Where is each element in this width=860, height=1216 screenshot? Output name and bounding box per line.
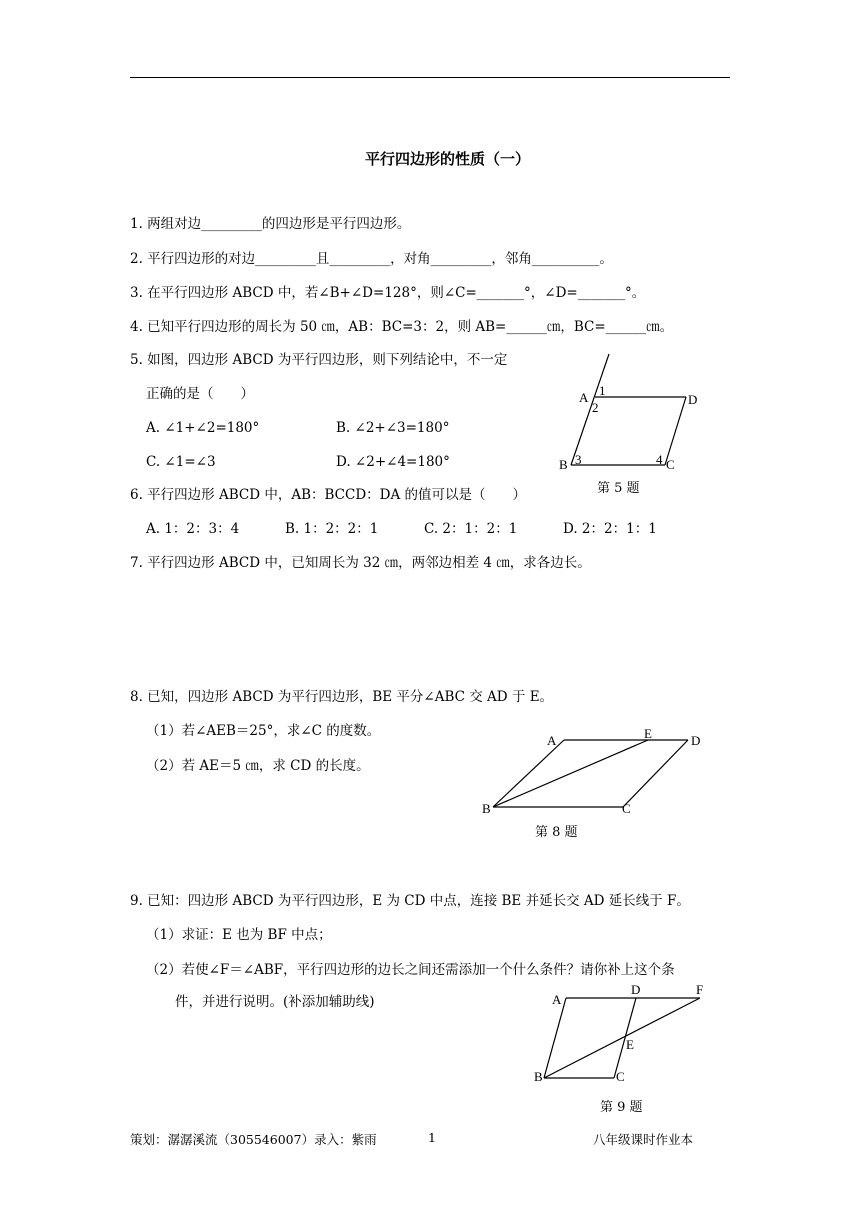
transversal-line: [571, 354, 609, 465]
question-9-part-2-cont: 件，并进行说明。(补添加辅助线): [175, 994, 375, 1010]
footer-page-number: 1: [428, 1130, 436, 1145]
footer-book-title: 八年级课时作业本: [593, 1132, 694, 1147]
figure-q5: [555, 350, 715, 475]
label-d: D: [631, 982, 641, 997]
label-3: 3: [575, 452, 582, 467]
question-8-part-2: （2）若 AE＝5 ㎝，求 CD 的长度。: [146, 758, 370, 774]
question-9-stem: 9. 已知：四边形 ABCD 为平行四边形，E 为 CD 中点，连接 BE 并延长交 AD 延长线于 F。: [130, 893, 690, 909]
question-6-option-d: D. 2：2：1：1: [563, 521, 657, 537]
question-4: 4. 已知平行四边形的周长为 50 ㎝，AB：BC=3：2，则 AB=______㎝，BC=______㎝。: [130, 319, 674, 335]
label-b: B: [482, 801, 491, 816]
label-e: E: [626, 1037, 634, 1052]
footer-credits: 策划：潺潺溪流（305546007）录入：紫雨: [130, 1132, 377, 1147]
label-b: B: [534, 1069, 543, 1084]
question-8-stem: 8. 已知，四边形 ABCD 为平行四边形，BE 平分∠ABC 交 AD 于 E。: [130, 689, 554, 705]
label-e: E: [644, 726, 652, 741]
label-1: 1: [599, 383, 606, 398]
question-5-option-d: D. ∠2+∠4=180°: [336, 454, 450, 470]
question-9-part-1: （1）求证：E 也为 BF 中点；: [146, 927, 332, 943]
header-rule: [130, 77, 730, 78]
side-ab: [544, 998, 566, 1078]
label-d: D: [688, 392, 698, 407]
side-cd: [623, 740, 688, 807]
label-c: C: [622, 801, 631, 816]
question-7: 7. 平行四边形 ABCD 中，已知周长为 32 ㎝，两邻边相差 4 ㎝，求各边长。: [130, 555, 591, 571]
segment-bf: [544, 998, 700, 1078]
page-title: 平行四边形的性质（一）: [365, 150, 531, 168]
label-a: A: [547, 733, 557, 748]
question-5-stem: 5. 如图，四边形 ABCD 为平行四边形，则下列结论中，不一定: [130, 352, 508, 368]
figure-q8: [478, 725, 713, 820]
figure-q9: [528, 980, 718, 1085]
figure-q9-caption: 第 9 题: [600, 1100, 643, 1115]
question-8-part-1: （1）若∠AEB＝25°，求∠C 的度数。: [146, 723, 381, 739]
label-b: B: [559, 457, 568, 472]
label-a: A: [552, 992, 562, 1007]
label-d: D: [691, 733, 701, 748]
question-6-stem: 6. 平行四边形 ABCD 中，AB：BCCD：DA 的值可以是（ ）: [130, 487, 527, 503]
label-a: A: [579, 390, 589, 405]
segment-be: [493, 740, 648, 807]
question-2: 2. 平行四边形的对边_________且_________，对角_________，邻角__________。: [130, 251, 613, 267]
question-5-option-c: C. ∠1=∠3: [146, 454, 216, 470]
label-f: F: [696, 982, 704, 997]
question-1: 1. 两组对边_________的四边形是平行四边形。: [130, 216, 411, 232]
side-ab: [493, 740, 564, 807]
question-5-option-b: B. ∠2+∠3=180°: [336, 420, 450, 436]
label-c: C: [666, 457, 675, 472]
question-6-option-c: C. 2：1：2：1: [424, 521, 518, 537]
label-c: C: [616, 1069, 625, 1084]
question-5-option-a: A. ∠1+∠2=180°: [146, 420, 260, 436]
question-6-option-b: B. 1：2：2：1: [285, 521, 379, 537]
side-dc: [665, 397, 686, 465]
question-5-stem-cont: 正确的是（ ）: [146, 386, 254, 402]
label-4: 4: [656, 452, 663, 467]
label-2: 2: [592, 400, 599, 415]
question-9-part-2: （2）若使∠F＝∠ABF，平行四边形的边长之间还需添加一个什么条件？请你补上这个条: [146, 962, 675, 978]
figure-q5-caption: 第 5 题: [597, 481, 640, 496]
question-3: 3. 在平行四边形 ABCD 中，若∠B+∠D=128°，则∠C=_______°，∠D=_______°。: [130, 285, 646, 301]
question-6-option-a: A. 1：2：3：4: [146, 521, 240, 537]
figure-q8-caption: 第 8 题: [535, 825, 578, 840]
